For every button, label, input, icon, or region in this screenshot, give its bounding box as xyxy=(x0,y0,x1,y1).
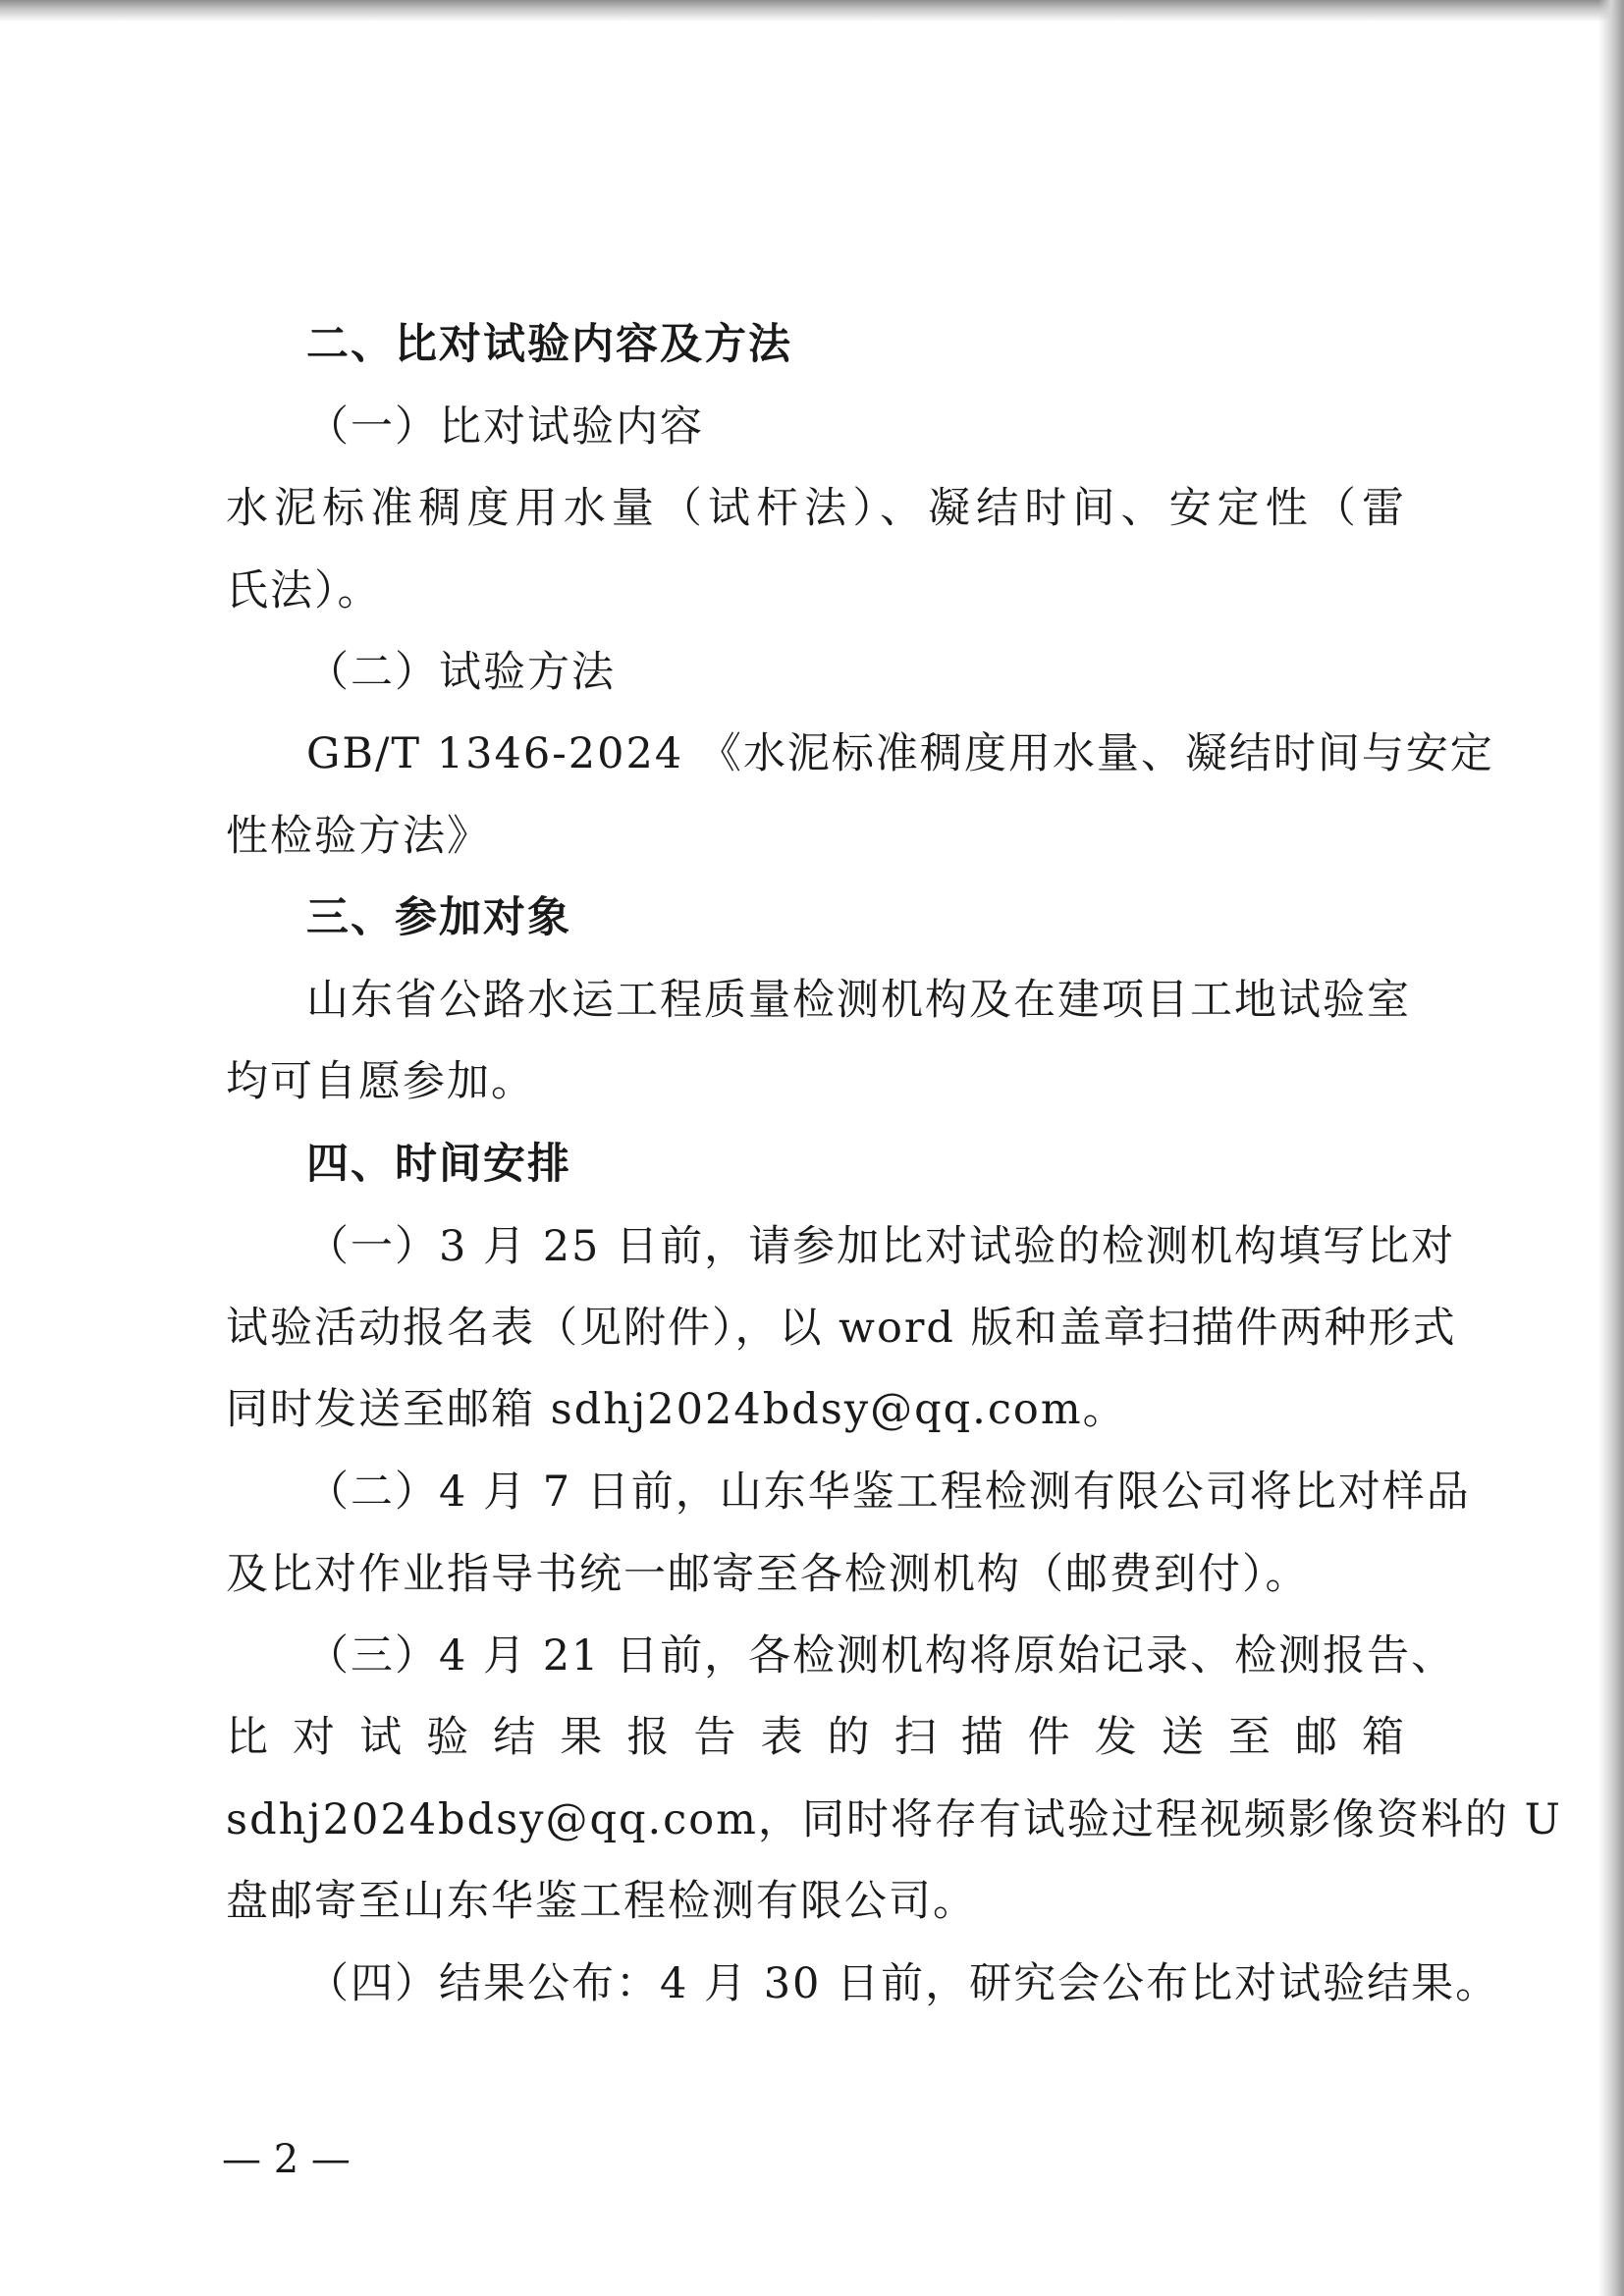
schedule-item-1-line-2: 试验活动报名表（见附件），以 word 版和盖章扫描件两种形式 xyxy=(226,1304,1457,1353)
participants-line-1: 山东省公路水运工程质量检测机构及在建项目工地试验室 xyxy=(306,976,1411,1025)
scan-top-edge xyxy=(0,0,1624,22)
method-paragraph-line-1: GB/T 1346-2024 《水泥标准稠度用水量、凝结时间与安定 xyxy=(306,729,1494,778)
schedule-item-2-line-1: （二）4 月 7 日前，山东华鉴工程检测有限公司将比对样品 xyxy=(306,1468,1471,1517)
content-paragraph-line-2: 氏法）。 xyxy=(226,566,382,615)
section-heading-2: 二、比对试验内容及方法 xyxy=(306,320,792,369)
schedule-item-3-line-4: 盘邮寄至山东华鉴工程检测有限公司。 xyxy=(226,1877,977,1926)
schedule-item-3-line-3: sdhj2024bdsy@qq.com，同时将存有试验过程视频影像资料的 U xyxy=(226,1795,1562,1844)
schedule-item-1-line-1: （一）3 月 25 日前，请参加比对试验的检测机构填写比对 xyxy=(306,1222,1456,1271)
scan-right-edge xyxy=(1598,0,1624,2296)
schedule-item-1-line-3: 同时发送至邮箱 sdhj2024bdsy@qq.com。 xyxy=(226,1385,1127,1434)
schedule-item-4-line-1: （四）结果公布：4 月 30 日前，研究会公布比对试验结果。 xyxy=(306,1959,1500,2008)
participants-line-2: 均可自愿参加。 xyxy=(226,1057,535,1106)
schedule-item-3-line-1: （三）4 月 21 日前，各检测机构将原始记录、检测报告、 xyxy=(306,1631,1456,1681)
section-heading-3: 三、参加对象 xyxy=(306,893,571,942)
page-number: — 2 — xyxy=(222,2137,351,2182)
subheading-content: （一）比对试验内容 xyxy=(306,402,704,452)
schedule-item-3-line-2: 比对试验结果报告表的扫描件发送至邮箱 xyxy=(226,1713,1406,1762)
method-paragraph-line-2: 性检验方法》 xyxy=(226,812,491,861)
section-heading-4: 四、时间安排 xyxy=(306,1140,571,1189)
content-paragraph-line-1: 水泥标准稠度用水量（试杆法）、凝结时间、安定性（雷 xyxy=(226,484,1406,533)
schedule-item-2-line-2: 及比对作业指导书统一邮寄至各检测机构（邮费到付）。 xyxy=(226,1550,1310,1599)
subheading-method: （二）试验方法 xyxy=(306,648,616,697)
